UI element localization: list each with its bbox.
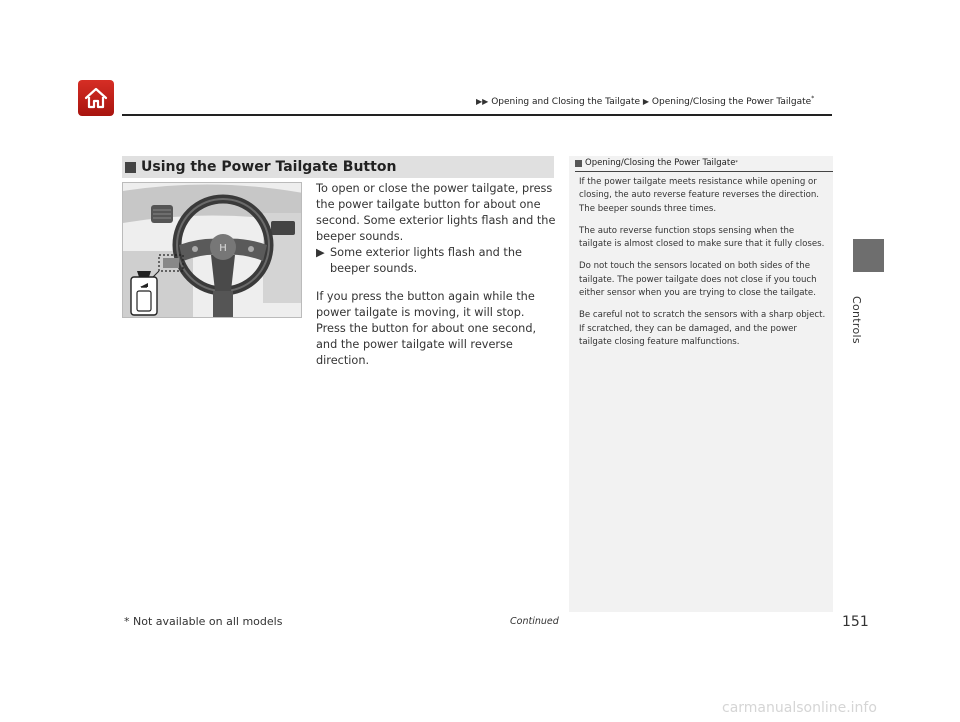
watermark: carmanualsonline.info	[722, 700, 877, 716]
continued-label: Continued	[510, 616, 559, 627]
chapter-tab[interactable]	[853, 239, 884, 272]
svg-text:H: H	[219, 243, 227, 254]
instruction-result	[316, 245, 556, 277]
section-square-icon	[125, 162, 136, 173]
footnote: * Not available on all models	[124, 615, 283, 628]
chapter-label: Controls	[850, 296, 863, 344]
breadcrumb-link-1[interactable]: Opening and Closing the Tailgate	[491, 97, 641, 107]
note-paragraph: Be careful not to scratch the sensors with a sharp object. If scratched, they can be damaged, and the power tailgate closing feature malfunctions.	[579, 310, 826, 347]
section-header	[122, 156, 554, 178]
steering-wheel-illustration	[123, 183, 302, 318]
note-title-asterisk: *	[735, 160, 738, 166]
header-divider	[122, 114, 832, 116]
dashboard-illustration	[122, 182, 302, 318]
breadcrumb	[476, 95, 814, 107]
breadcrumb-link-2[interactable]: Opening/Closing the Power Tailgate	[651, 97, 812, 107]
note-paragraph: If the power tailgate meets resistance while opening or closing, the auto reverse feature reverses the direction. The beeper sounds three times.	[579, 177, 820, 214]
home-button[interactable]	[78, 80, 114, 116]
section-title: Using the Power Tailgate Button	[141, 159, 397, 175]
instruction-paragraph-3: Press the button for about one second, and the power tailgate will reverse direction.	[316, 322, 537, 367]
breadcrumb-arrow-icon: ▶▶	[476, 97, 489, 106]
instructions	[316, 181, 556, 369]
breadcrumb-asterisk: *	[811, 95, 815, 102]
result-arrow-icon: ▶	[316, 246, 325, 259]
page-number: 151	[842, 614, 869, 630]
note-title[interactable]	[575, 158, 738, 168]
note-title-text: Opening/Closing the Power Tailgate	[585, 158, 736, 168]
note-body	[579, 176, 827, 358]
instruction-paragraph-2: If you press the button again while the power tailgate is moving, it will stop.	[316, 290, 535, 319]
instruction-paragraph-1: To open or close the power tailgate, press the power tailgate button for about one second. Some exterior lights flash and the beeper sounds.	[316, 182, 556, 243]
instruction-result-text: Some exterior lights flash and the beeper sounds.	[330, 246, 522, 275]
note-reference-icon	[575, 160, 582, 167]
house-icon	[83, 86, 109, 110]
note-paragraph: The auto reverse function stops sensing when the tailgate is almost closed to make sure that it fully closes.	[579, 225, 825, 250]
note-paragraph: Do not touch the sensors located on both sides of the tailgate. The power tailgate does not close if you touch either sensor when you are trying to close the tailgate.	[579, 261, 817, 299]
note-divider	[575, 171, 833, 172]
breadcrumb-arrow-icon: ▶	[642, 97, 650, 106]
